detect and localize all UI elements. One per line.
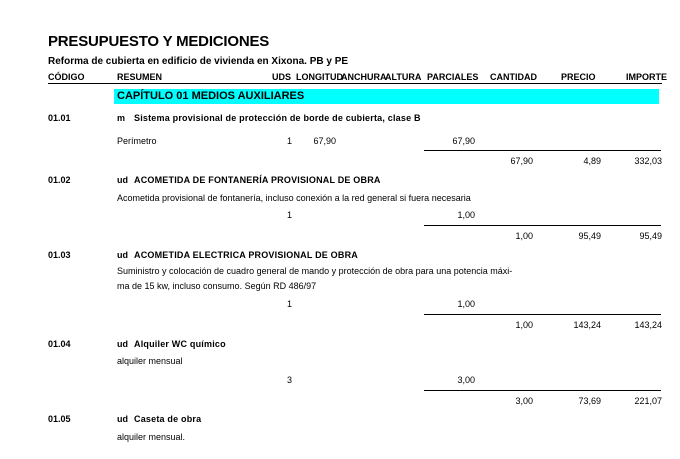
item-parciales: 67,90 [452, 136, 475, 146]
col-header-parciales: PARCIALES [427, 72, 479, 82]
item-description: ma de 15 kw, incluso consumo. Según RD 486/97 [117, 281, 317, 291]
item-importe: 332,03 [634, 156, 662, 166]
item-name: Caseta de obra [134, 414, 202, 424]
item-cantidad: 3,00 [515, 396, 533, 406]
item-parciales: 1,00 [457, 210, 475, 220]
item-parciales: 1,00 [457, 299, 475, 309]
item-precio: 73,69 [578, 396, 601, 406]
item-description: Acometida provisional de fontanería, incluso conexión a la red general si fuera necesaria [117, 193, 471, 203]
item-name: ACOMETIDA DE FONTANERÍA PROVISIONAL DE OBRA [134, 175, 381, 185]
header-rule [48, 83, 662, 84]
item-name: ACOMETIDA ELECTRICA PROVISIONAL DE OBRA [134, 250, 358, 260]
subtotal-rule [424, 150, 661, 151]
item-uds: 1 [286, 136, 292, 146]
item-unit: ud [117, 250, 128, 260]
item-description: alquiler mensual. [117, 432, 186, 442]
col-header-codigo: CÓDIGO [48, 72, 85, 82]
item-code: 01.01 [48, 113, 71, 123]
item-code: 01.02 [48, 175, 71, 185]
col-header-importe: IMPORTE [626, 72, 668, 82]
col-header-altura: ALTURA [385, 72, 422, 82]
item-importe: 95,49 [639, 231, 662, 241]
item-description: alquiler mensual [117, 356, 183, 366]
col-header-longitud: LONGITUD [296, 72, 343, 82]
document-subtitle: Reforma de cubierta en edificio de vivienda en Xixona. PB y PE [48, 56, 349, 67]
item-uds: 3 [286, 375, 292, 385]
chapter-title: CAPÍTULO 01 MEDIOS AUXILIARES [117, 90, 305, 102]
item-code: 01.03 [48, 250, 71, 260]
col-header-cantidad: CANTIDAD [490, 72, 537, 82]
item-code: 01.04 [48, 339, 71, 349]
item-importe: 221,07 [634, 396, 662, 406]
item-description: Perímetro [117, 136, 157, 146]
col-header-uds: UDS [272, 72, 292, 82]
item-unit: ud [117, 339, 128, 349]
col-header-anchura: ANCHURA [341, 72, 387, 82]
item-cantidad: 1,00 [515, 320, 533, 330]
item-unit: ud [117, 414, 128, 424]
item-cantidad: 1,00 [515, 231, 533, 241]
item-precio: 143,24 [573, 320, 601, 330]
document-title: PRESUPUESTO Y MEDICIONES [48, 33, 270, 50]
item-name: Alquiler WC químico [134, 339, 226, 349]
subtotal-rule [424, 225, 661, 226]
item-uds: 1 [286, 299, 292, 309]
item-precio: 95,49 [578, 231, 601, 241]
item-unit: m [117, 113, 126, 123]
chapter-band [114, 89, 659, 104]
col-header-resumen: RESUMEN [117, 72, 163, 82]
item-unit: ud [117, 175, 128, 185]
item-cantidad: 67,90 [510, 156, 533, 166]
col-header-precio: PRECIO [561, 72, 596, 82]
item-description: Suministro y colocación de cuadro general de mando y protección de obra para una potencia máxi- [117, 266, 513, 276]
subtotal-rule [424, 390, 661, 391]
item-precio: 4,89 [583, 156, 601, 166]
item-importe: 143,24 [634, 320, 662, 330]
item-longitud: 67,90 [313, 136, 336, 146]
item-parciales: 3,00 [457, 375, 475, 385]
subtotal-rule [424, 314, 661, 315]
item-uds: 1 [286, 210, 292, 220]
item-code: 01.05 [48, 414, 71, 424]
item-name: Sistema provisional de protección de borde de cubierta, clase B [134, 113, 421, 123]
